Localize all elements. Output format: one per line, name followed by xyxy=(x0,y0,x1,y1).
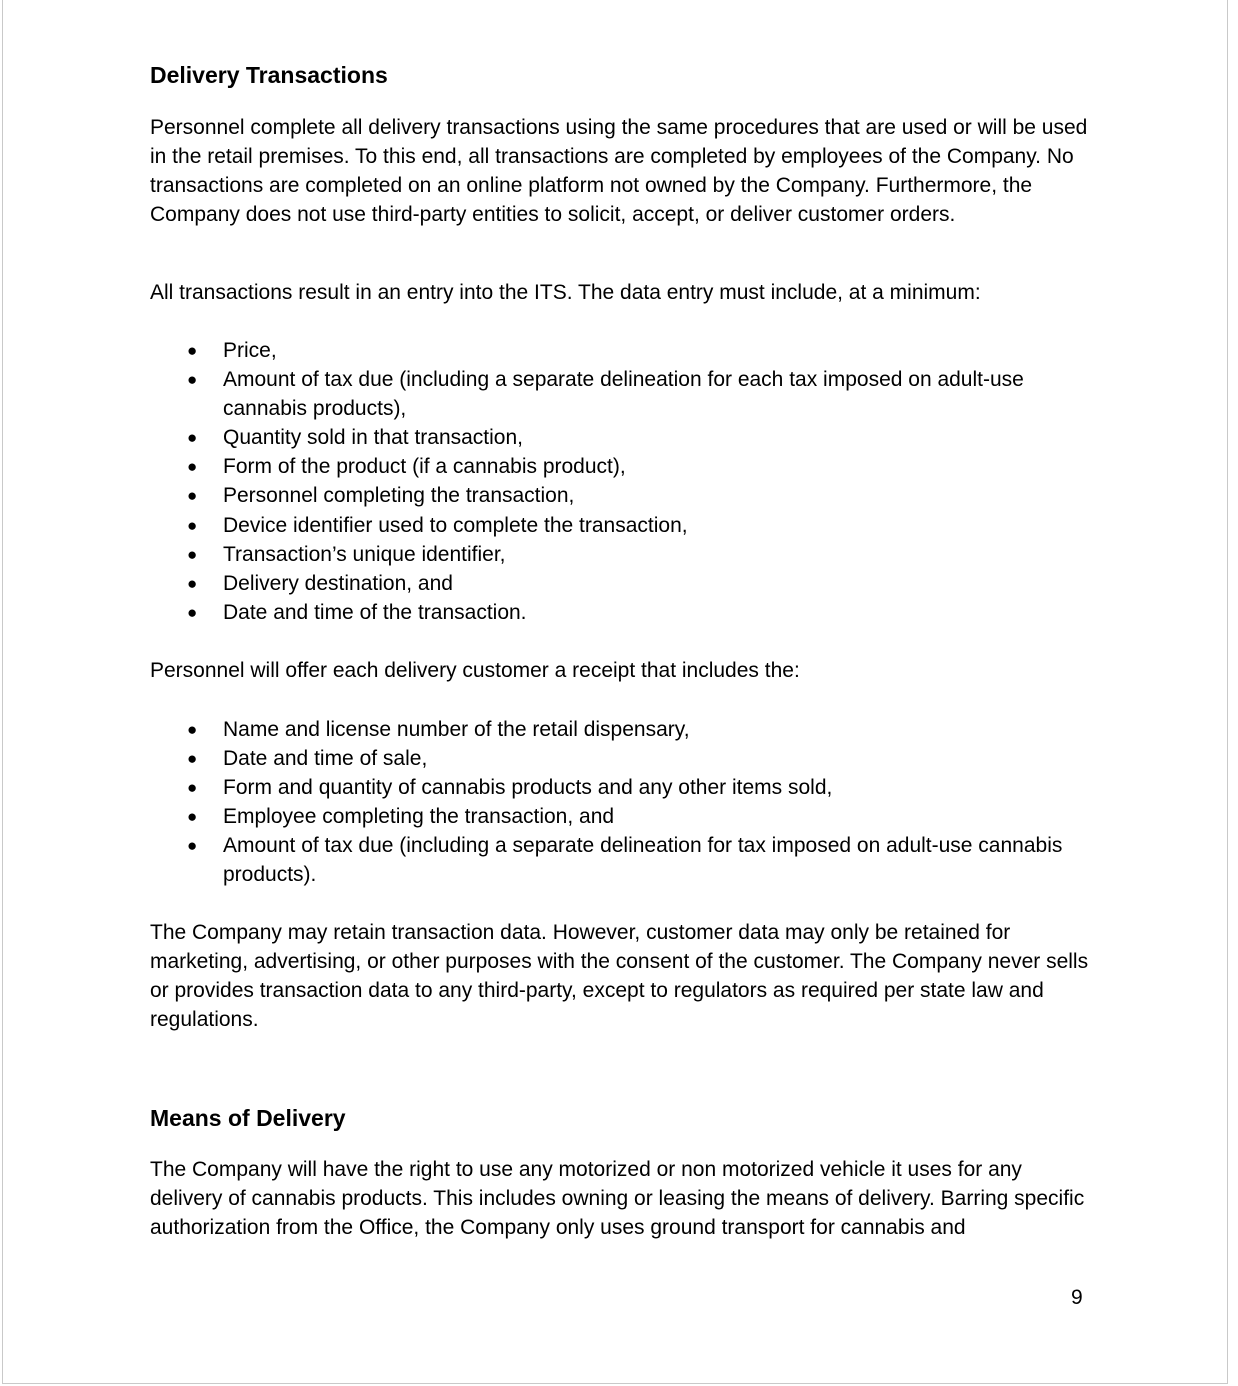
list-item-text: Price, xyxy=(223,339,277,362)
bullet-icon: ● xyxy=(187,370,198,390)
list-item-text: Amount of tax due (including a separate delineation for tax imposed on adult-use cannabis products). xyxy=(223,834,1063,887)
list-item-text: Delivery destination, and xyxy=(223,571,453,595)
list-item xyxy=(150,365,1090,423)
paragraph-its-entry: All transactions result in an entry into the ITS. The data entry must include, at a minimum: xyxy=(150,281,981,304)
bullet-icon: ● xyxy=(187,807,198,827)
list-item xyxy=(150,773,1090,802)
list-item-text: Amount of tax due (including a separate delineation for each tax imposed on adult-use cannabis products), xyxy=(223,368,1024,421)
list-item-text: Form and quantity of cannabis products and any other items sold, xyxy=(223,776,833,800)
list-item xyxy=(150,831,1090,889)
paragraph-data-retention: The Company may retain transaction data. However, customer data may only be retained for marketing, advertising, or other purposes with the consent of the customer. The Company never sells or provides transaction data to any third-party, except to regulators as required per state law and regulations. xyxy=(150,921,1089,1032)
bullet-icon: ● xyxy=(187,573,198,593)
list-item-text: Date and time of sale, xyxy=(223,747,428,771)
bullet-icon: ● xyxy=(187,778,198,798)
list-item-text: Name and license number of the retail dispensary, xyxy=(223,718,690,741)
list-item xyxy=(150,744,1090,773)
its-entry-list xyxy=(150,336,1090,627)
paragraph-receipt-intro: Personnel will offer each delivery customer a receipt that includes the: xyxy=(150,659,800,682)
list-item-text: Quantity sold in that transaction, xyxy=(223,426,523,450)
list-item xyxy=(150,336,1090,365)
bullet-icon: ● xyxy=(187,836,198,856)
list-item-text: Device identifier used to complete the transaction, xyxy=(223,513,688,537)
list-item xyxy=(150,452,1090,481)
list-item-text: Transaction’s unique identifier, xyxy=(223,542,506,566)
list-item-text: Employee completing the transaction, and xyxy=(223,805,615,829)
bullet-icon: ● xyxy=(187,341,198,360)
bullet-icon: ● xyxy=(187,486,198,506)
list-item-text: Personnel completing the transaction, xyxy=(223,484,575,508)
list-item xyxy=(150,569,1090,598)
bullet-icon: ● xyxy=(187,602,198,622)
paragraph-vehicles: The Company will have the right to use any motorized or non motorized vehicle it uses for any delivery of cannabis products. This includes owning or leasing the means of delivery. Barring specific authorization from the Office, the Company only uses ground transport for cannabis and xyxy=(150,1158,1085,1240)
bullet-icon: ● xyxy=(187,544,198,564)
bullet-icon: ● xyxy=(187,515,198,535)
bullet-icon: ● xyxy=(187,720,198,739)
list-item xyxy=(150,423,1090,452)
list-item xyxy=(150,802,1090,831)
section-heading-delivery-transactions: Delivery Transactions xyxy=(150,62,388,88)
receipt-contents-list xyxy=(150,715,1090,890)
document-page xyxy=(2,0,1228,1384)
bullet-icon: ● xyxy=(187,457,198,477)
list-item-text: Date and time of the transaction. xyxy=(223,600,527,624)
bullet-icon: ● xyxy=(187,428,198,448)
list-item xyxy=(150,511,1090,540)
bullet-icon: ● xyxy=(187,749,198,769)
list-item xyxy=(150,540,1090,569)
list-item xyxy=(150,598,1090,627)
page-number: 9 xyxy=(1071,1286,1083,1309)
list-item xyxy=(150,481,1090,510)
list-item-text: Form of the product (if a cannabis product), xyxy=(223,455,626,479)
paragraph-transactions-procedures: Personnel complete all delivery transactions using the same procedures that are used or will be used in the retail premises. To this end, all transactions are completed by employees of the Company. No transactions are completed on an online platform not owned by the Company. Furthermore, the Company does not use third-party entities to solicit, accept, or deliver customer orders. xyxy=(150,116,1088,227)
list-item xyxy=(150,715,1090,744)
section-heading-means-of-delivery: Means of Delivery xyxy=(150,1105,346,1131)
